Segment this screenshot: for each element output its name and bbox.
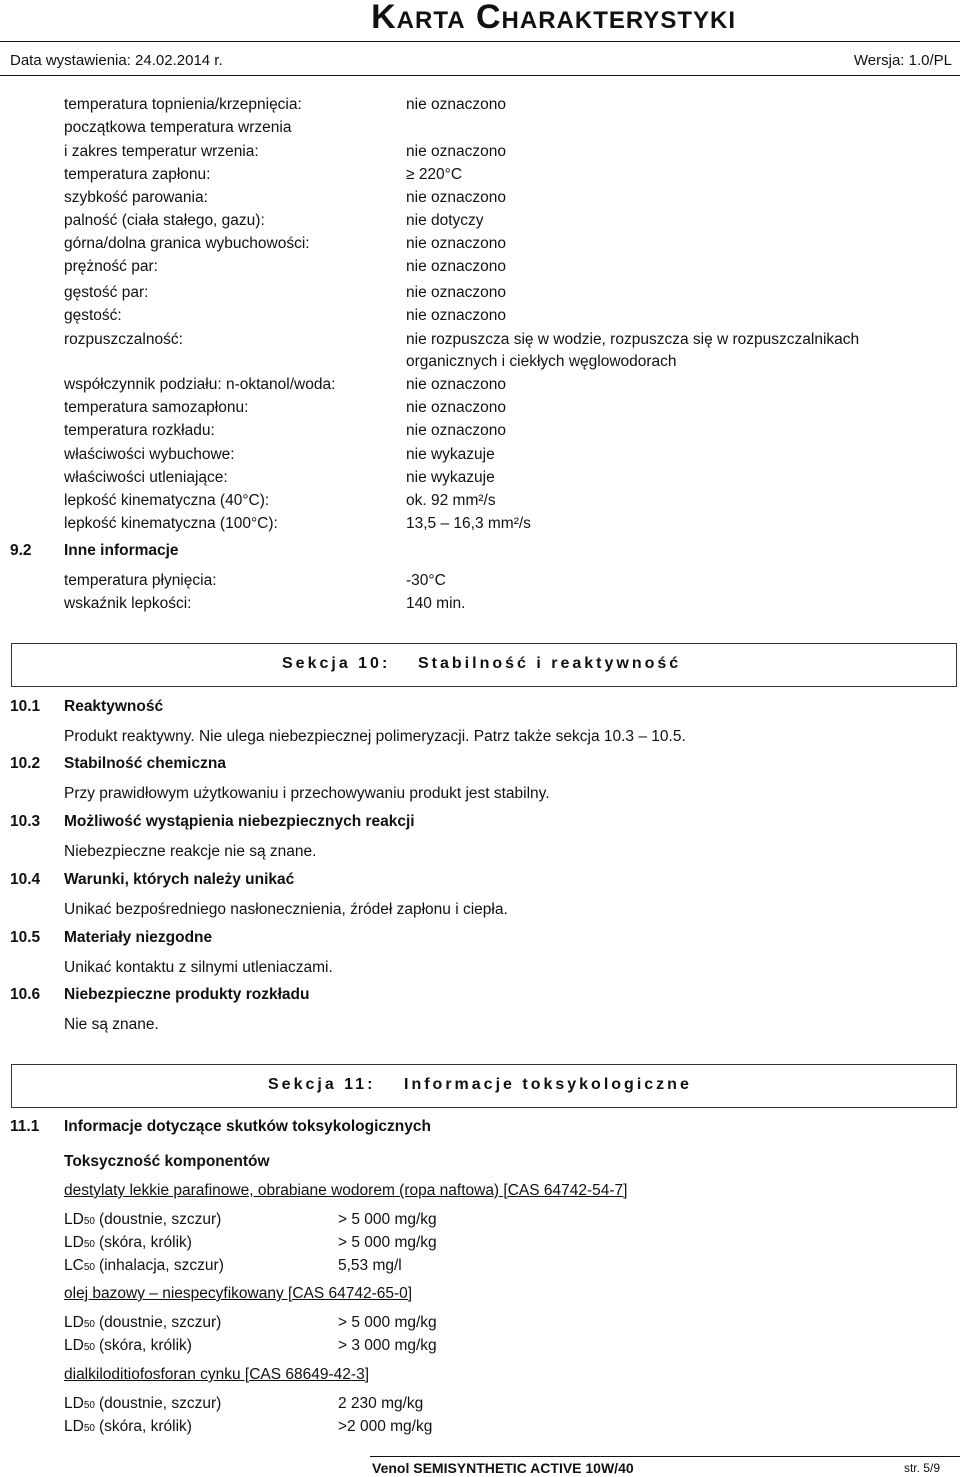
section-9-2-title: Inne informacje (64, 542, 179, 559)
toxicity-route: (doustnie, szczur) (98, 1314, 222, 1331)
subsection-text: Unikać kontaktu z silnymi utleniaczami. (64, 959, 333, 976)
property-label: temperatura rozkładu: (64, 422, 215, 439)
subsection-number: 10.2 (10, 755, 41, 772)
section-11-1-title: Informacje dotyczące skutków toksykologicznych (64, 1118, 431, 1135)
section-11-header (11, 1064, 957, 1108)
toxicity-param-subscript: 50 (83, 1216, 95, 1227)
toxicity-param-name: LD (64, 1314, 84, 1331)
subsection-number: 10.6 (10, 986, 41, 1003)
property-value: ok. 92 mm²/s (406, 492, 496, 509)
toxicity-param-subscript: 50 (83, 1342, 95, 1353)
toxicity-parameter (64, 1395, 221, 1413)
subsection-number: 10.3 (10, 813, 41, 830)
property-label: temperatura zapłonu: (64, 166, 211, 183)
component-name: destylaty lekkie parafinowe, obrabiane wodorem (ropa naftowa) [CAS 64742-54-7] (64, 1182, 628, 1199)
property-label: lepkość kinematyczna (100°C): (64, 515, 278, 532)
toxicity-param-name: LD (64, 1395, 84, 1412)
toxicity-param-subscript: 50 (83, 1423, 95, 1434)
toxicity-param-subscript: 50 (83, 1239, 95, 1250)
section-10-label: Sekcja 10: (282, 655, 391, 672)
property-value: nie oznaczono (406, 258, 506, 275)
property-label: prężność par: (64, 258, 158, 275)
footer-divider (370, 1456, 960, 1457)
property-label: gęstość par: (64, 284, 149, 301)
property-value: nie oznaczono (406, 422, 506, 439)
subsection-title: Możliwość wystąpienia niebezpiecznych reakcji (64, 813, 415, 830)
subsection-title: Niebezpieczne produkty rozkładu (64, 986, 310, 1003)
property-value: 140 min. (406, 595, 466, 612)
toxicity-param-name: LD (64, 1234, 84, 1251)
subsection-text: Niebezpieczne reakcje nie są znane. (64, 843, 317, 860)
toxicity-param-subscript: 50 (83, 1262, 95, 1273)
subsection-text: Przy prawidłowym użytkowaniu i przechowywaniu produkt jest stabilny. (64, 785, 550, 802)
toxicity-route: (skóra, królik) (98, 1337, 192, 1354)
section-10-title: Stabilność i reaktywność (418, 655, 682, 672)
toxicity-route: (skóra, królik) (98, 1234, 192, 1251)
toxicity-param-name: LD (64, 1211, 84, 1228)
toxicity-value: 5,53 mg/l (338, 1257, 402, 1274)
section-11-1-number: 11.1 (10, 1118, 40, 1135)
toxicity-param-subscript: 50 (83, 1319, 95, 1330)
subsection-number: 10.5 (10, 929, 41, 946)
toxicity-parameter (64, 1234, 192, 1252)
toxicity-value: 2 230 mg/kg (338, 1395, 424, 1412)
toxicity-parameter (64, 1337, 192, 1355)
property-value: 13,5 – 16,3 mm²/s (406, 515, 531, 532)
subsection-text: Unikać bezpośredniego nasłonecznienia, źródeł zapłonu i ciepła. (64, 901, 508, 918)
property-value: nie oznaczono (406, 307, 506, 324)
property-label: rozpuszczalność: (64, 331, 183, 348)
toxicity-parameter (64, 1211, 221, 1229)
component-name: olej bazowy – niespecyfikowany [CAS 64742-65-0] (64, 1285, 413, 1302)
subsection-number: 10.1 (10, 698, 41, 715)
section-9-2-number: 9.2 (10, 542, 32, 559)
subsection-number: 10.4 (10, 871, 41, 888)
property-value: nie oznaczono (406, 96, 506, 113)
property-label: palność (ciała stałego, gazu): (64, 212, 265, 229)
property-value: nie wykazuje (406, 446, 495, 463)
issue-date: Data wystawienia: 24.02.2014 r. (10, 52, 223, 69)
property-label: współczynnik podziału: n-oktanol/woda: (64, 376, 336, 393)
toxicity-route: (inhalacja, szczur) (98, 1257, 224, 1274)
property-label: temperatura topnienia/krzepnięcia: (64, 96, 302, 113)
property-value: organicznych i ciekłych węglowodorach (406, 353, 677, 370)
property-label: gęstość: (64, 307, 122, 324)
property-value: nie oznaczono (406, 143, 506, 160)
property-value: nie rozpuszcza się w wodzie, rozpuszcza się w rozpuszczalnikach (406, 331, 860, 348)
property-value: nie oznaczono (406, 399, 506, 416)
toxicity-value: >2 000 mg/kg (338, 1418, 433, 1435)
toxicity-parameter (64, 1314, 221, 1332)
property-label: lepkość kinematyczna (40°C): (64, 492, 270, 509)
toxicity-route: (skóra, królik) (98, 1418, 192, 1435)
property-value: -30°C (406, 572, 446, 589)
property-label: początkowa temperatura wrzenia (64, 119, 292, 136)
toxicity-param-name: LD (64, 1418, 84, 1435)
property-label: właściwości utleniające: (64, 469, 228, 486)
property-value: nie oznaczono (406, 189, 506, 206)
property-value: nie wykazuje (406, 469, 495, 486)
property-label: szybkość parowania: (64, 189, 208, 206)
toxicity-value: > 3 000 mg/kg (338, 1337, 437, 1354)
header-divider-bottom (0, 75, 960, 76)
toxicity-route: (doustnie, szczur) (98, 1395, 222, 1412)
section-11-label: Sekcja 11: (268, 1076, 376, 1093)
section-11-title: Informacje toksykologiczne (404, 1076, 692, 1093)
toxicity-parameter (64, 1418, 192, 1436)
header-divider-top (0, 41, 960, 42)
property-label: temperatura samozapłonu: (64, 399, 249, 416)
subsection-text: Nie są znane. (64, 1016, 159, 1033)
toxicity-parameter (64, 1257, 224, 1275)
subsection-title: Materiały niezgodne (64, 929, 213, 946)
subsection-title: Reaktywność (64, 698, 164, 715)
property-value: nie oznaczono (406, 284, 506, 301)
component-name: dialkiloditiofosforan cynku [CAS 68649-42-3] (64, 1366, 370, 1383)
property-label: temperatura płynięcia: (64, 572, 217, 589)
footer-product: Venol SEMISYNTHETIC ACTIVE 10W/40 (372, 1460, 634, 1476)
property-value: nie dotyczy (406, 212, 484, 229)
toxicity-value: > 5 000 mg/kg (338, 1234, 437, 1251)
footer-page: str. 5/9 (903, 1461, 940, 1475)
property-value: nie oznaczono (406, 376, 506, 393)
subsection-title: Stabilność chemiczna (64, 755, 226, 772)
toxicity-value: > 5 000 mg/kg (338, 1314, 437, 1331)
toxicity-heading: Toksyczność komponentów (64, 1153, 270, 1170)
property-value: ≥ 220°C (406, 166, 463, 183)
version: Wersja: 1.0/PL (853, 52, 952, 69)
property-label: i zakres temperatur wrzenia: (64, 143, 259, 160)
section-10-header (11, 643, 957, 687)
property-value: nie oznaczono (406, 235, 506, 252)
toxicity-param-subscript: 50 (83, 1400, 95, 1411)
subsection-title: Warunki, których należy unikać (64, 871, 295, 888)
toxicity-param-name: LD (64, 1337, 84, 1354)
property-label: właściwości wybuchowe: (64, 446, 235, 463)
property-label: wskaźnik lepkości: (64, 595, 192, 612)
property-label: górna/dolna granica wybuchowości: (64, 235, 310, 252)
document-title: Karta Charakterystyki (371, 0, 736, 36)
subsection-text: Produkt reaktywny. Nie ulega niebezpiecznej polimeryzacji. Patrz także sekcja 10.3 – 10.5. (64, 728, 686, 745)
toxicity-route: (doustnie, szczur) (98, 1211, 222, 1228)
toxicity-param-name: LC (64, 1257, 84, 1274)
toxicity-value: > 5 000 mg/kg (338, 1211, 437, 1228)
